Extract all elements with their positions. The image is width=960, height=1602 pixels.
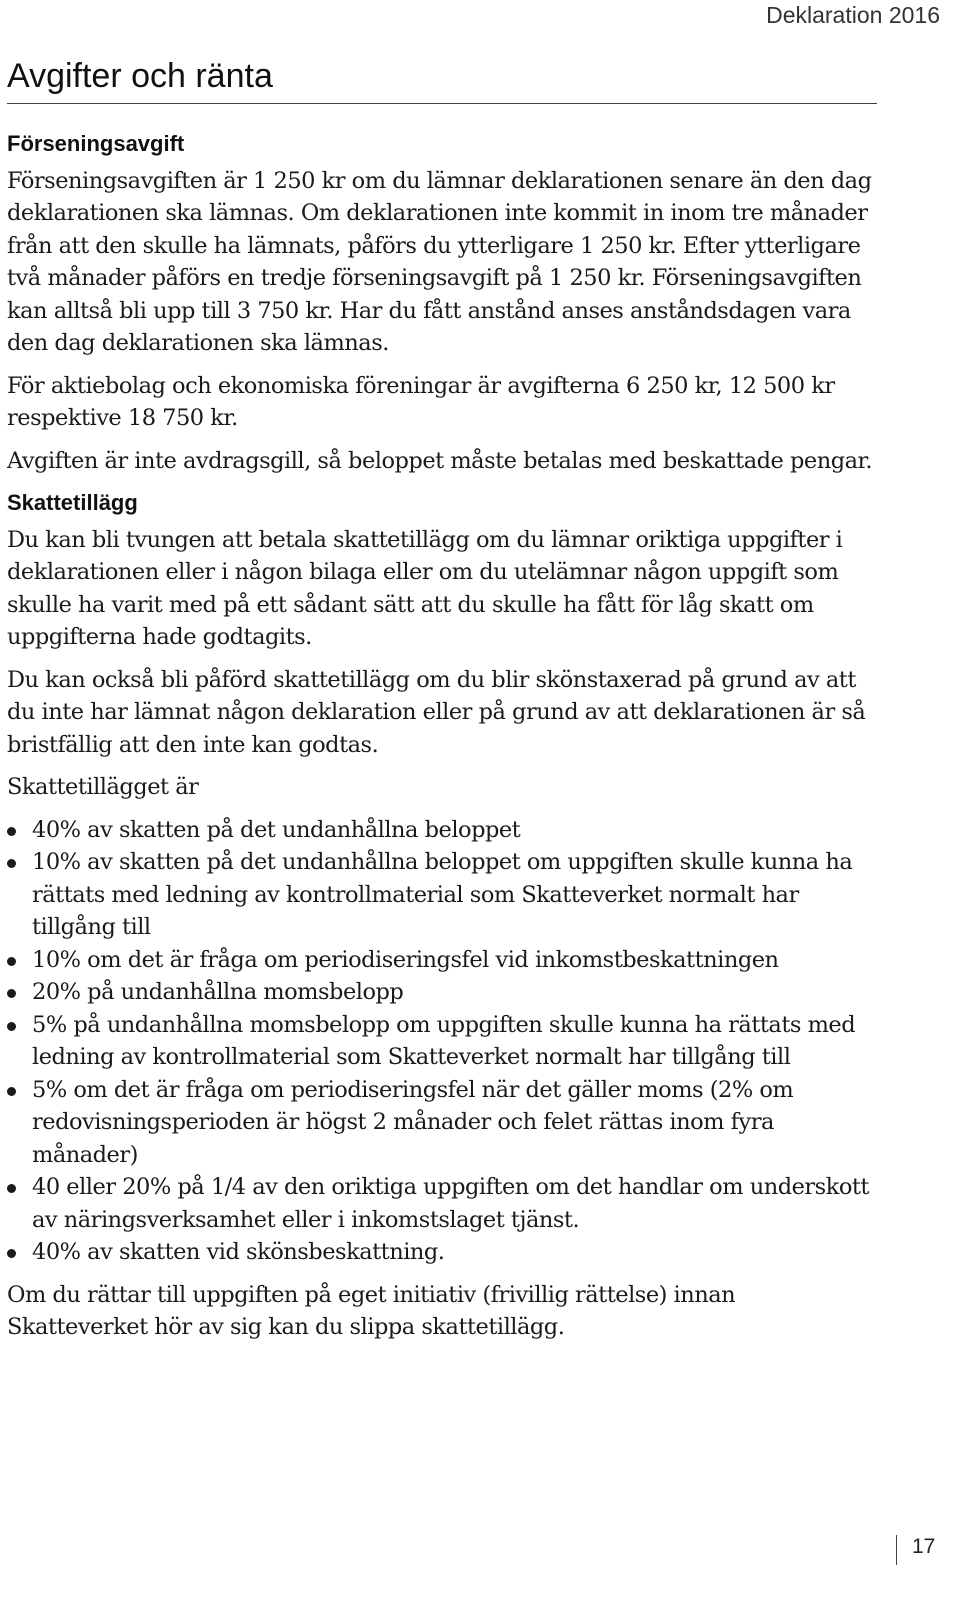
page-number: 17 <box>912 1535 936 1558</box>
bullet-icon <box>7 1087 16 1096</box>
list-item <box>7 1171 877 1236</box>
bullet-icon <box>7 957 16 966</box>
list-intro: Skattetillägget är <box>7 774 199 800</box>
list-item <box>7 846 877 944</box>
list-item <box>7 1236 877 1269</box>
skattetillagg-rate-list <box>7 814 877 1269</box>
page-title: Avgifter och ränta <box>7 57 273 95</box>
list-item-text: 40% av skatten på det undanhållna beloppet <box>32 816 521 843</box>
list-item <box>7 976 877 1009</box>
list-item <box>7 814 877 847</box>
paragraph: Du kan bli tvungen att betala skattetillägg om du lämnar oriktiga uppgifter i deklarationen eller i någon bilaga eller om du utelämnar någon uppgift som skulle ha varit med på ett sådant sätt att du skulle ha fått för låg skatt om uppgifterna hade godtagits. <box>7 526 843 650</box>
paragraph: Du kan också bli påförd skattetillägg om du blir skönstaxerad på grund av att du inte har lämnat någon deklaration eller på grund av att deklarationen är så bristfällig att den inte kan godtas. <box>7 666 866 758</box>
paragraph: Förseningsavgiften är 1 250 kr om du lämnar deklarationen senare än den dag deklarationen ska lämnas. Om deklarationen inte kommit in inom tre månader från att den skulle ha lämnats, påförs du ytterligare 1 250 kr. Efter ytterligare två månader påförs en tredje förseningsavgift på 1 250 kr. Förseningsavgiften kan alltså bli upp till 3 750 kr. Har du fått anstånd anses anståndsdagen vara den dag deklarationen ska lämnas. <box>7 167 872 356</box>
section-heading-forseningsavgift: Förseningsavgift <box>7 131 185 156</box>
paragraph: För aktiebolag och ekonomiska föreningar är avgifterna 6 250 kr, 12 500 kr respektive 18 750 kr. <box>7 372 835 431</box>
bullet-icon <box>7 827 16 836</box>
list-item-text: 10% av skatten på det undanhållna beloppet om uppgiften skulle kunna ha rättats med ledning av kontrollmaterial som Skatteverket normalt har tillgång till <box>32 849 853 940</box>
section-heading-skattetillagg: Skattetillägg <box>7 490 138 515</box>
section-skattetillagg <box>7 487 877 1344</box>
list-item <box>7 1009 877 1074</box>
bullet-icon <box>7 859 16 868</box>
list-item-text: 20% på undanhållna momsbelopp <box>32 979 404 1005</box>
bullet-icon <box>7 1022 16 1031</box>
list-item <box>7 944 877 977</box>
bullet-icon <box>7 1184 16 1193</box>
section-forseningsavgift <box>7 128 877 477</box>
paragraph: Avgiften är inte avdragsgill, så beloppet måste betalas med beskattade pengar. <box>7 447 872 474</box>
list-item-text: 40% av skatten vid skönsbeskattning. <box>32 1239 445 1265</box>
bullet-icon <box>7 989 16 998</box>
bullet-icon <box>7 1249 16 1258</box>
list-item-text: 5% om det är fråga om periodiseringsfel när det gäller moms (2% om redovisningsperioden är högst 2 månader och felet rättas inom fyra månader) <box>32 1076 794 1168</box>
running-header: Deklaration 2016 <box>766 2 940 28</box>
page-number-divider <box>896 1535 897 1565</box>
title-divider <box>7 103 877 104</box>
closing-paragraph: Om du rättar till uppgiften på eget initiativ (frivillig rättelse) innan Skatteverket hör av sig kan du slippa skattetillägg. <box>7 1281 736 1340</box>
list-item-text: 5% på undanhållna momsbelopp om uppgiften skulle kunna ha rättats med ledning av kontrollmaterial som Skatteverket normalt har tillgång till <box>32 1011 856 1070</box>
list-item <box>7 1074 877 1172</box>
page-content <box>7 128 877 1354</box>
list-item-text: 10% om det är fråga om periodiseringsfel vid inkomstbeskattningen <box>32 946 779 973</box>
list-item-text: 40 eller 20% på 1/4 av den oriktiga uppgiften om det handlar om underskott av näringsverksamhet eller i inkomstslaget tjänst. <box>32 1174 869 1233</box>
